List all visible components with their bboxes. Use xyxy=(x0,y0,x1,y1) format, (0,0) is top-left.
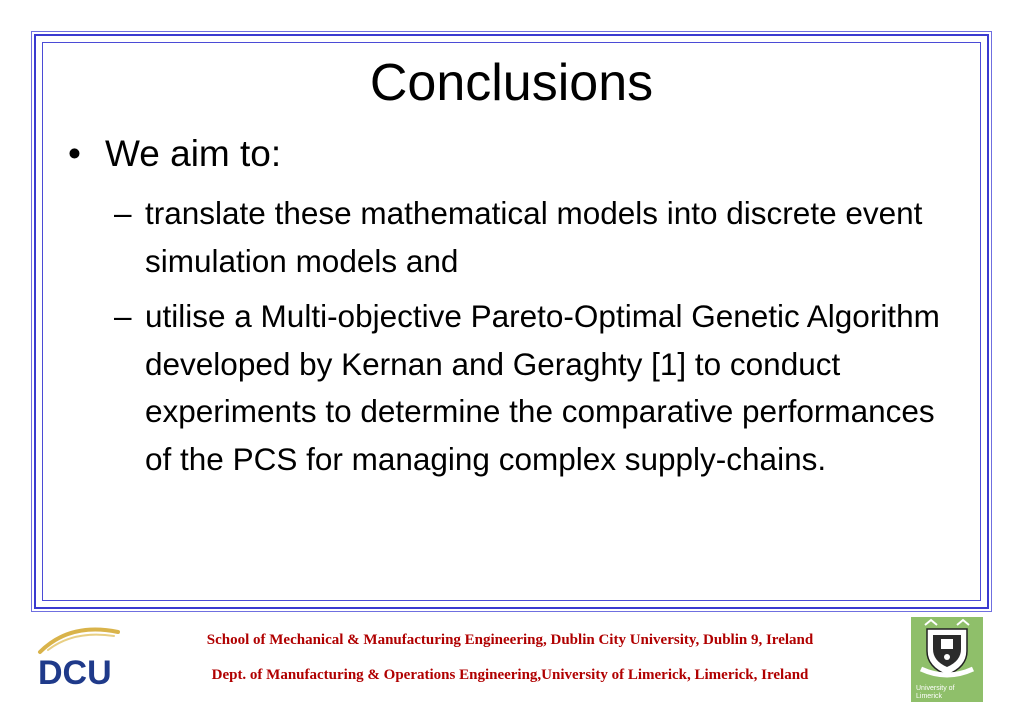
sub-bullet-item xyxy=(68,293,948,483)
dcu-logo xyxy=(30,620,130,690)
sub-bullet-text: translate these mathematical models into discrete event simulation models and xyxy=(145,195,923,279)
dash-symbol: – xyxy=(114,195,132,231)
bullet-text: We aim to: xyxy=(105,133,282,174)
sub-bullet-text: utilise a Multi-objective Pareto-Optimal Genetic Algorithm developed by Kernan and Geraghty [1] to conduct experiments to determine the comparative performances of the PCS for managing complex supply-chains. xyxy=(145,298,940,477)
dcu-logo-text: DCU xyxy=(38,654,112,690)
bullet-symbol: • xyxy=(68,133,81,174)
ul-caption: University of Limerick xyxy=(916,685,955,700)
footer-line-dcu: School of Mechanical & Manufacturing Engineering, Dublin City University, Dublin 9, Ireland xyxy=(206,632,814,648)
slide-title: Conclusions xyxy=(369,54,654,112)
sub-bullet-item xyxy=(68,190,948,285)
dash-symbol: – xyxy=(114,298,132,334)
footer-line-ul: Dept. of Manufacturing & Operations Engineering,University of Limerick, Limerick, Ireland xyxy=(211,667,809,683)
slide-content xyxy=(68,128,948,483)
sub-bullet-list xyxy=(68,190,948,483)
bullet-item xyxy=(68,128,948,180)
